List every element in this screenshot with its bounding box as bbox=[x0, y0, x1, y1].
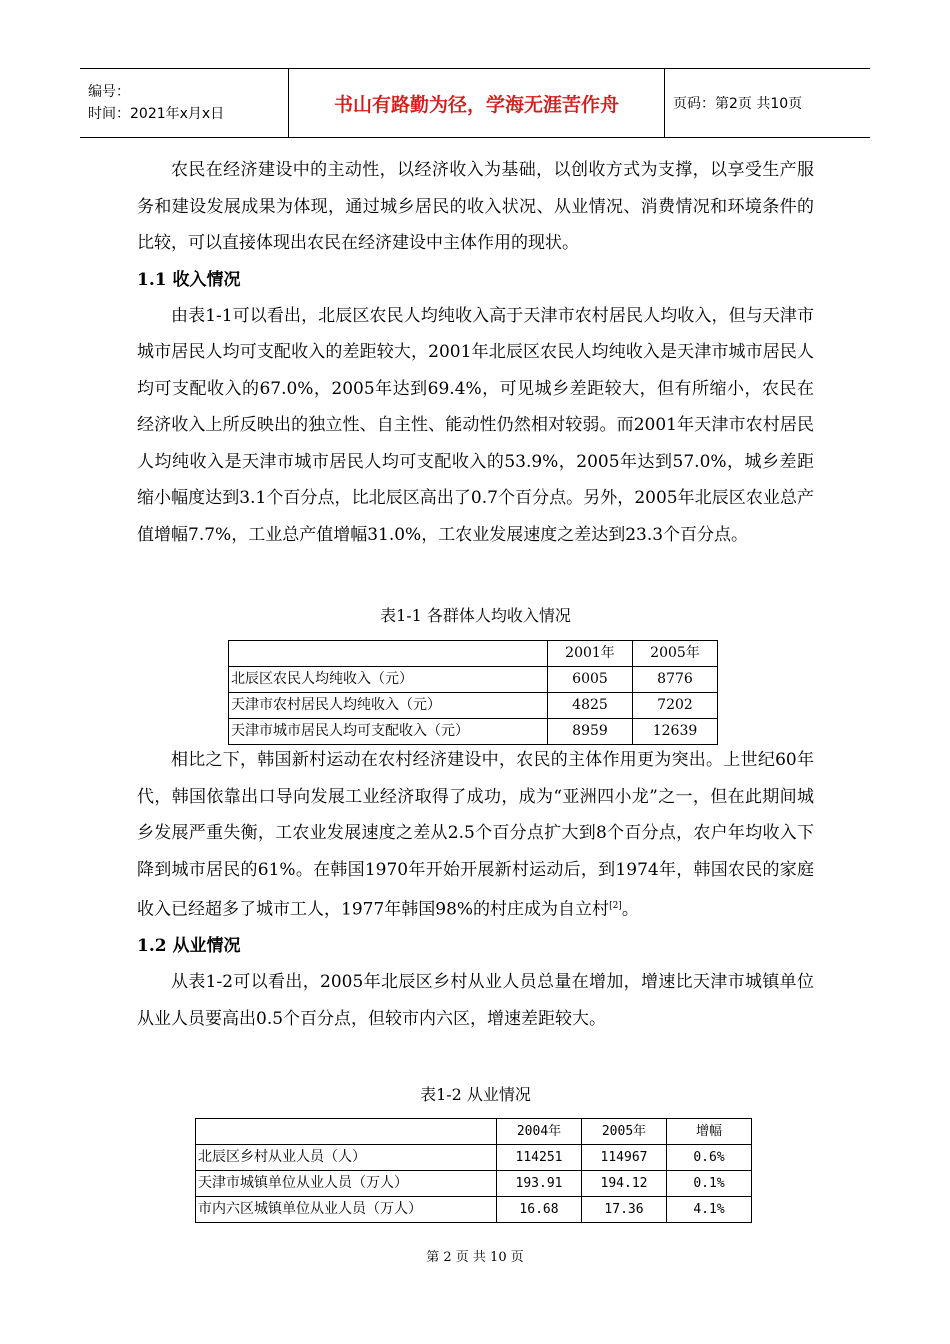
table2-caption: 表1-2 从业情况 bbox=[420, 1085, 531, 1104]
table-cell: 7202 bbox=[633, 693, 718, 719]
table-cell: 12639 bbox=[633, 719, 718, 745]
table-header-row bbox=[196, 1119, 752, 1145]
table-row bbox=[196, 1145, 752, 1171]
table-row bbox=[229, 667, 718, 693]
income-table bbox=[228, 640, 718, 745]
table-cell: 194.12 bbox=[582, 1171, 667, 1197]
table2-caption-block bbox=[137, 1082, 814, 1105]
table-cell: 17.36 bbox=[582, 1197, 667, 1223]
table-cell: 6005 bbox=[548, 667, 633, 693]
table-header-cell: 增幅 bbox=[667, 1119, 752, 1145]
doc-number-label: 编号： bbox=[88, 84, 130, 100]
table-header-cell: 2001年 bbox=[548, 641, 633, 667]
table-cell: 114251 bbox=[497, 1145, 582, 1171]
table1-caption-block bbox=[137, 603, 814, 626]
korea-paragraph-end: 。 bbox=[621, 899, 639, 920]
table-header-cell bbox=[229, 641, 548, 667]
income-paragraph: 由表1-1可以看出，北辰区农民人均纯收入高于天津市农村居民人均收入，但与天津市城市居民人均可支配收入的差距较大，2001年北辰区农民人均纯收入是天津市城市居民人均可支配收入的67.0%，2005年达到69.4%，可见城乡差距较大，但有所缩小，农民在经济收入上所反映出的独立性、自主性、能动性仍然相对较弱。而2001年天津市农村居民人均纯收入是天津市城市居民人均可支配收入的53.9%，2005年达到57.0%，城乡差距缩小幅度达到3.1个百分点，比北辰区高出了0.7个百分点。另外，2005年北辰区农业总产值增幅7.7%，工业总产值增幅31.0%，工农业发展速度之差达到23.3个百分点。 bbox=[137, 305, 814, 545]
table-header-cell: 2005年 bbox=[633, 641, 718, 667]
table-cell: 193.91 bbox=[497, 1171, 582, 1197]
header-meta bbox=[80, 69, 288, 137]
table1-caption: 表1-1 各群体人均收入情况 bbox=[380, 606, 571, 625]
table-cell: 天津市农村居民人均纯收入（元） bbox=[229, 693, 548, 719]
table-row bbox=[196, 1197, 752, 1223]
table-cell: 4825 bbox=[548, 693, 633, 719]
section-heading-employment: 1.2 从业情况 bbox=[137, 936, 241, 957]
table-cell: 114967 bbox=[582, 1145, 667, 1171]
table-cell: 北辰区乡村从业人员（人） bbox=[196, 1145, 497, 1171]
employment-table bbox=[195, 1118, 752, 1223]
header-page-label: 页码：第2页 共10页 bbox=[673, 96, 803, 112]
table-cell: 4.1% bbox=[667, 1197, 752, 1223]
table-header-cell: 2004年 bbox=[497, 1119, 582, 1145]
header-motto: 书山有路勤为径，学海无涯苦作舟 bbox=[288, 69, 665, 137]
table-cell: 北辰区农民人均纯收入（元） bbox=[229, 667, 548, 693]
table-row bbox=[196, 1171, 752, 1197]
table-row bbox=[229, 693, 718, 719]
doc-date-label: 时间：2021年x月x日 bbox=[88, 106, 225, 122]
table-header-row bbox=[229, 641, 718, 667]
page-header bbox=[80, 68, 870, 138]
table-cell: 8776 bbox=[633, 667, 718, 693]
korea-paragraph bbox=[137, 742, 814, 928]
intro-paragraph: 农民在经济建设中的主动性，以经济收入为基础，以创收方式为支撑，以享受生产服务和建设发展成果为体现，通过城乡居民的收入状况、从业情况、消费情况和环境条件的比较，可以直接体现出农民在经济建设中主体作用的现状。 bbox=[137, 160, 814, 253]
table-cell: 天津市城镇单位从业人员（万人） bbox=[196, 1171, 497, 1197]
table-header-cell: 2005年 bbox=[582, 1119, 667, 1145]
table-header-cell bbox=[196, 1119, 497, 1145]
section-heading-income: 1.1 收入情况 bbox=[137, 269, 241, 290]
body-block-1 bbox=[137, 152, 814, 553]
table-row bbox=[229, 719, 718, 745]
table-cell: 0.6% bbox=[667, 1145, 752, 1171]
body-block-2 bbox=[137, 742, 814, 1037]
table-cell: 天津市城市居民人均可支配收入（元） bbox=[229, 719, 548, 745]
korea-paragraph-text: 相比之下，韩国新村运动在农村经济建设中，农民的主体作用更为突出。上世纪60年代，韩国依靠出口导向发展工业经济取得了成功，成为“亚洲四小龙”之一，但在此期间城乡发展严重失衡，工农业发展速度之差从2.5个百分点扩大到8个百分点，农户年均收入下降到城市居民的61%。在韩国1970年开始开展新村运动后，到1974年，韩国农民的家庭收入已经超多了城市工人，1977年韩国98%的村庄成为自立村 bbox=[137, 750, 814, 920]
employment-paragraph: 从表1-2可以看出，2005年北辰区乡村从业人员总量在增加，增速比天津市城镇单位从业人员要高出0.5个百分点，但较市内六区，增速差距较大。 bbox=[137, 972, 814, 1029]
reference-mark: [2] bbox=[609, 901, 622, 911]
page-footer: 第 2 页 共 10 页 bbox=[426, 1250, 524, 1265]
table-cell: 16.68 bbox=[497, 1197, 582, 1223]
table-cell: 0.1% bbox=[667, 1171, 752, 1197]
table-cell: 8959 bbox=[548, 719, 633, 745]
table-cell: 市内六区城镇单位从业人员（万人） bbox=[196, 1197, 497, 1223]
